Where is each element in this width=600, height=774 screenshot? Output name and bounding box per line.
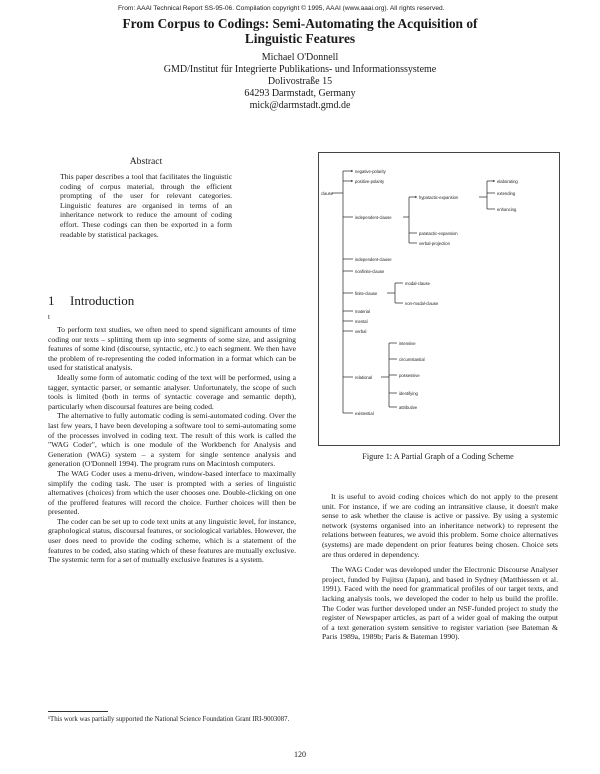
- abstract-heading: Abstract: [129, 156, 163, 167]
- footnote-rule: [48, 711, 108, 712]
- graph-node-independent-clause: independent-clause: [355, 215, 392, 220]
- graph-node-enhancing: enhancing: [497, 207, 517, 212]
- author-street: Dolivostraße 15: [267, 76, 333, 87]
- intro-paragraph-2: Ideally some form of automatic coding of the text will be performed, using a tagger, syntactic parser, or semantic analyser. Unfortunately, the scope of such tools is limited (both in terms of syntactic coverage and semantic depth), particularly when discoursal features are being coded.: [48, 372, 296, 411]
- graph-node-clause: clause: [321, 191, 334, 196]
- graph-node-relational: relational: [355, 375, 372, 380]
- graph-node-finite-clause: finite-clause: [355, 291, 378, 296]
- section-number: 1: [48, 293, 55, 308]
- paper-title-line-2: Linguistic Features: [244, 31, 356, 46]
- figure-caption: Figure 1: A Partial Graph of a Coding Scheme: [362, 452, 514, 461]
- graph-node-identifying: identifying: [399, 391, 418, 396]
- graph-node-intensive: intensive: [399, 341, 416, 346]
- graph-node-extending: extending: [497, 191, 516, 196]
- coding-scheme-graph: [319, 153, 559, 445]
- right-paragraph-1: It is useful to avoid coding choices which do not apply to the present unit. For instance, if we are coding an intransitive clause, it doesn't make sense to ask whether the clause is active or passive. By using a systemic network (systems organised into an inheritance network) to represent the relations between features, we avoid this problem. Some choice alternatives (systems) are made dependent on prior features being chosen. Choice sets are thus ordered in dependency.: [322, 492, 558, 559]
- graph-node-mental: mental: [355, 319, 368, 324]
- graph-node-circumstantial: circumstantial: [399, 357, 425, 362]
- author-name: Michael O'Donnell: [261, 52, 339, 63]
- intro-paragraph-1: To perform text studies, we often need to spend significant amounts of time coding our texts – splitting them up into segments of some size, and assigning features of some kind (discourse, syntactic, etc.) to each segment. We then have the problem of re-representing the coded information in a format which can be used for statistical analysis.: [48, 325, 296, 373]
- right-paragraph-2: The WAG Coder was developed under the Electronic Discourse Analyser project, funded by Fujitsu (Japan), and based in Sydney (Matthiessen et al. 1991). Faced with the need for grammatical profiles of our target texts, and lacking analysis tools, we developed the coder to help us build the profile. The Coder was further developed under an NSF-funded project to study the register of Newspaper articles, as part of a wider goal of making the output of a text generation system sensitive to register variation (see Bateman & Paris 1989a, 1989b; Paris & Bateman 1990).: [322, 565, 558, 642]
- graph-node-attributive: attributive: [399, 405, 418, 410]
- intro-paragraph-3: The alternative to fully automatic coding is semi-automated coding. Over the last few years, I have been developing a software tool to semi-automating some of the processes involved in coding text. The result of this work is called the "WAG Coder", which is one module of the Workbench for Analysis and Generation (WAG) system – a system for single sentence analysis and generation (O'Donnell 1994). The program runs on Macintosh computers.: [48, 411, 296, 469]
- section-title: Introduction: [70, 293, 135, 308]
- graph-node-material: material: [355, 309, 370, 314]
- graph-node-hypotactic-expansion: hypotactic-expansion: [419, 195, 459, 200]
- author-city: 64293 Darmstadt, Germany: [244, 88, 356, 99]
- abstract-text: This paper describes a tool that facilitates the linguistic coding of corpus material, through the efficient prompting of the user for relevant categories. Linguistic features are organised in terms of an inheritance network to reduce the amount of coding effort. These codings can then be exported in a form readable by statistical packages.: [60, 172, 232, 239]
- graph-node-independent-clause-2: independent-clause: [355, 257, 392, 262]
- right-column-body: [322, 492, 558, 642]
- footnote: ¹This work was partially supported the National Science Foundation Grant IRI-9003087.: [48, 716, 290, 723]
- graph-node-negative-polarity: negative-polarity: [355, 169, 386, 174]
- copyright-notice: From: AAAI Technical Report SS-95-06. Compilation copyright © 1995, AAAI (www.aaai.org). All rights reserved.: [118, 5, 445, 12]
- graph-node-paratactic-expansion: paratactic-expansion: [419, 231, 458, 236]
- intro-paragraph-5: The coder can be set up to code text units at any linguistic level, for instance, graphological status, discoursal features, or sociological variables. However, the user does need to provide the coding scheme, which is a statement of the features to be coded, also stating which of these features are mutually exclusive. The systemic term for a set of mutually exclusive features is a system.: [48, 516, 296, 565]
- author-email: mick@darmstadt.gmd.de: [249, 100, 351, 111]
- intro-body: [48, 325, 296, 565]
- figure-frame: [318, 152, 560, 446]
- graph-node-possessive: possessive: [399, 373, 420, 378]
- graph-node-verbal: verbal: [355, 329, 367, 334]
- graph-node-existential: existential: [355, 411, 374, 416]
- intro-paragraph-4: The WAG Coder uses a menu-driven, window-based interface to maximally simplify the coding task. The user is prompted with a series of linguistic alternatives (choices) from which the user chooses one. Double-clicking on one of the proffered features will record the choice. Further choices will then be presented.: [48, 468, 296, 517]
- graph-node-non-modal-clause: non-modal-clause: [405, 301, 439, 306]
- page-number: 120: [294, 750, 306, 759]
- graph-node-verbal-projection: verbal-projection: [419, 241, 450, 246]
- graph-node-modal-clause: modal-clause: [405, 281, 430, 286]
- paper-title-line-1: From Corpus to Codings: Semi-Automating the Acquisition of: [122, 16, 478, 31]
- graph-node-elaborating: elaborating: [497, 179, 518, 184]
- graph-node-positive-polarity: positive-polarity: [355, 179, 385, 184]
- author-affiliation: GMD/Institut für Integrierte Publikations- und Informationssysteme: [163, 64, 437, 75]
- graph-node-nonfinite-clause: nonfinite-clause: [355, 269, 385, 274]
- margin-mark: t: [48, 313, 50, 321]
